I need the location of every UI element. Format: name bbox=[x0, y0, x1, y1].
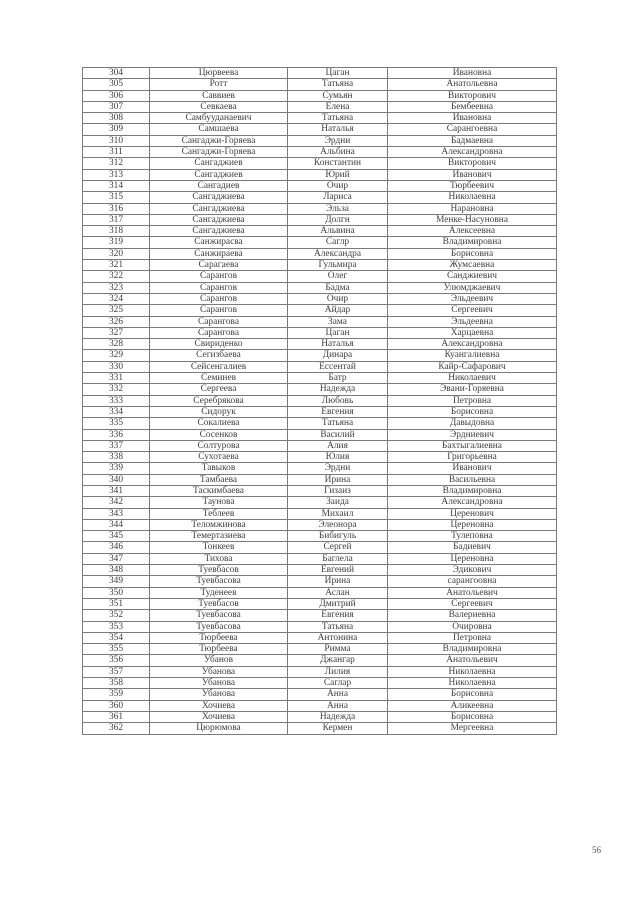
patronymic-cell: Санджиевич bbox=[388, 271, 557, 282]
first-name-cell: Наталья bbox=[288, 339, 388, 350]
row-number-cell: 326 bbox=[83, 316, 150, 327]
patronymic-cell: Борисовна bbox=[388, 248, 557, 259]
first-name-cell: Элеонора bbox=[288, 519, 388, 530]
table-row bbox=[83, 406, 557, 417]
row-number-cell: 305 bbox=[83, 79, 150, 90]
row-number-cell: 359 bbox=[83, 689, 150, 700]
first-name-cell: Алия bbox=[288, 440, 388, 451]
row-number-cell: 348 bbox=[83, 565, 150, 576]
row-number-cell: 346 bbox=[83, 542, 150, 553]
row-number-cell: 349 bbox=[83, 576, 150, 587]
row-number-cell: 327 bbox=[83, 327, 150, 338]
first-name-cell: Василий bbox=[288, 429, 388, 440]
patronymic-cell: сарангоовна bbox=[388, 576, 557, 587]
last-name-cell: Сегизбаева bbox=[150, 350, 288, 361]
patronymic-cell: Николаевич bbox=[388, 373, 557, 384]
table-row bbox=[83, 678, 557, 689]
patronymic-cell: Сергеевич bbox=[388, 598, 557, 609]
table-row bbox=[83, 384, 557, 395]
table-row bbox=[83, 463, 557, 474]
first-name-cell: Татьяна bbox=[288, 79, 388, 90]
row-number-cell: 318 bbox=[83, 226, 150, 237]
row-number-cell: 358 bbox=[83, 678, 150, 689]
patronymic-cell: Григорьевна bbox=[388, 452, 557, 463]
row-number-cell: 335 bbox=[83, 418, 150, 429]
last-name-cell: Ротт bbox=[150, 79, 288, 90]
table-row bbox=[83, 508, 557, 519]
row-number-cell: 316 bbox=[83, 203, 150, 214]
table-row bbox=[83, 350, 557, 361]
last-name-cell: Сангадиев bbox=[150, 180, 288, 191]
last-name-cell: Теломжинова bbox=[150, 519, 288, 530]
last-name-cell: Сарангов bbox=[150, 293, 288, 304]
last-name-cell: Тамбаева bbox=[150, 474, 288, 485]
last-name-cell: Цюрюмова bbox=[150, 723, 288, 734]
last-name-cell: Теблеев bbox=[150, 508, 288, 519]
row-number-cell: 352 bbox=[83, 610, 150, 621]
row-number-cell: 308 bbox=[83, 113, 150, 124]
last-name-cell: Самшаева bbox=[150, 124, 288, 135]
row-number-cell: 345 bbox=[83, 531, 150, 542]
first-name-cell: Сумьян bbox=[288, 90, 388, 101]
patronymic-cell: Валериевна bbox=[388, 610, 557, 621]
last-name-cell: Самбууданаевич bbox=[150, 113, 288, 124]
patronymic-cell: Тюрбеевич bbox=[388, 180, 557, 191]
table-row bbox=[83, 203, 557, 214]
table-row bbox=[83, 361, 557, 372]
first-name-cell: Юрий bbox=[288, 169, 388, 180]
last-name-cell: Таскимбаева bbox=[150, 485, 288, 496]
table-row bbox=[83, 79, 557, 90]
row-number-cell: 362 bbox=[83, 723, 150, 734]
table-row bbox=[83, 666, 557, 677]
last-name-cell: Сарангов bbox=[150, 282, 288, 293]
last-name-cell: Санжирасва bbox=[150, 237, 288, 248]
last-name-cell: Саввиев bbox=[150, 90, 288, 101]
patronymic-cell: Борисовна bbox=[388, 711, 557, 722]
row-number-cell: 304 bbox=[83, 68, 150, 79]
row-number-cell: 330 bbox=[83, 361, 150, 372]
table-row bbox=[83, 429, 557, 440]
table-row bbox=[83, 519, 557, 530]
table-row bbox=[83, 723, 557, 734]
patronymic-cell: Жумсаевна bbox=[388, 260, 557, 271]
first-name-cell: Баглела bbox=[288, 553, 388, 564]
row-number-cell: 347 bbox=[83, 553, 150, 564]
last-name-cell: Сокалиева bbox=[150, 418, 288, 429]
patronymic-cell: Александровна bbox=[388, 147, 557, 158]
last-name-cell: Сангаджи-Горяева bbox=[150, 147, 288, 158]
first-name-cell: Альбина bbox=[288, 147, 388, 158]
table-row bbox=[83, 485, 557, 496]
row-number-cell: 338 bbox=[83, 452, 150, 463]
row-number-cell: 310 bbox=[83, 135, 150, 146]
row-number-cell: 351 bbox=[83, 598, 150, 609]
table-row bbox=[83, 632, 557, 643]
first-name-cell: Альвина bbox=[288, 226, 388, 237]
first-name-cell: Надежда bbox=[288, 711, 388, 722]
last-name-cell: Сарангова bbox=[150, 327, 288, 338]
row-number-cell: 355 bbox=[83, 644, 150, 655]
patronymic-cell: Тулеповна bbox=[388, 531, 557, 542]
patronymic-cell: Мергеевна bbox=[388, 723, 557, 734]
row-number-cell: 306 bbox=[83, 90, 150, 101]
row-number-cell: 317 bbox=[83, 214, 150, 225]
last-name-cell: Сидорук bbox=[150, 406, 288, 417]
patronymic-cell: Эвани-Горяевна bbox=[388, 384, 557, 395]
patronymic-cell: Николаевна bbox=[388, 666, 557, 677]
first-name-cell: Цаган bbox=[288, 68, 388, 79]
patronymic-cell: Александровна bbox=[388, 497, 557, 508]
row-number-cell: 311 bbox=[83, 147, 150, 158]
last-name-cell: Туевбасова bbox=[150, 576, 288, 587]
last-name-cell: Севкаева bbox=[150, 101, 288, 112]
table-row bbox=[83, 135, 557, 146]
patronymic-cell: Иванович bbox=[388, 463, 557, 474]
patronymic-cell: Давыдовна bbox=[388, 418, 557, 429]
last-name-cell: Сангаджи-Горяева bbox=[150, 135, 288, 146]
first-name-cell: Кермен bbox=[288, 723, 388, 734]
first-name-cell: Константин bbox=[288, 158, 388, 169]
patronymic-cell: Ивановна bbox=[388, 113, 557, 124]
table-row bbox=[83, 192, 557, 203]
patronymic-cell: Харцаевна bbox=[388, 327, 557, 338]
table-row bbox=[83, 237, 557, 248]
patronymic-cell: Эльдеевна bbox=[388, 316, 557, 327]
last-name-cell: Сосенков bbox=[150, 429, 288, 440]
patronymic-cell: Владимировна bbox=[388, 644, 557, 655]
table-row bbox=[83, 395, 557, 406]
patronymic-cell: Сарангоевна bbox=[388, 124, 557, 135]
row-number-cell: 332 bbox=[83, 384, 150, 395]
patronymic-cell: Бадиевич bbox=[388, 542, 557, 553]
roster-table-container bbox=[82, 67, 556, 735]
last-name-cell: Сангаджиев bbox=[150, 169, 288, 180]
first-name-cell: Бадма bbox=[288, 282, 388, 293]
row-number-cell: 360 bbox=[83, 700, 150, 711]
table-row bbox=[83, 68, 557, 79]
first-name-cell: Любовь bbox=[288, 395, 388, 406]
patronymic-cell: Бадмаевна bbox=[388, 135, 557, 146]
patronymic-cell: Николаевна bbox=[388, 192, 557, 203]
row-number-cell: 329 bbox=[83, 350, 150, 361]
patronymic-cell: Улюмджаевич bbox=[388, 282, 557, 293]
first-name-cell: Аслан bbox=[288, 587, 388, 598]
row-number-cell: 341 bbox=[83, 485, 150, 496]
row-number-cell: 324 bbox=[83, 293, 150, 304]
table-row bbox=[83, 689, 557, 700]
last-name-cell: Сарангова bbox=[150, 316, 288, 327]
table-row bbox=[83, 180, 557, 191]
patronymic-cell: Владимировна bbox=[388, 237, 557, 248]
patronymic-cell: Кайр-Сафарович bbox=[388, 361, 557, 372]
last-name-cell: Туденеев bbox=[150, 587, 288, 598]
row-number-cell: 320 bbox=[83, 248, 150, 259]
last-name-cell: Сухотаева bbox=[150, 452, 288, 463]
patronymic-cell: Эльдеевич bbox=[388, 293, 557, 304]
table-row bbox=[83, 452, 557, 463]
patronymic-cell: Борисовна bbox=[388, 406, 557, 417]
patronymic-cell: Александровна bbox=[388, 339, 557, 350]
first-name-cell: Батр bbox=[288, 373, 388, 384]
patronymic-cell: Бахтыгалиевна bbox=[388, 440, 557, 451]
row-number-cell: 344 bbox=[83, 519, 150, 530]
first-name-cell: Татьяна bbox=[288, 113, 388, 124]
row-number-cell: 337 bbox=[83, 440, 150, 451]
patronymic-cell: Викторович bbox=[388, 158, 557, 169]
first-name-cell: Анна bbox=[288, 689, 388, 700]
patronymic-cell: Анатольевич bbox=[388, 587, 557, 598]
table-row bbox=[83, 700, 557, 711]
row-number-cell: 328 bbox=[83, 339, 150, 350]
roster-table-body bbox=[83, 68, 557, 735]
row-number-cell: 323 bbox=[83, 282, 150, 293]
row-number-cell: 325 bbox=[83, 305, 150, 316]
last-name-cell: Тавыков bbox=[150, 463, 288, 474]
first-name-cell: Долгн bbox=[288, 214, 388, 225]
table-row bbox=[83, 293, 557, 304]
patronymic-cell: Владимировна bbox=[388, 485, 557, 496]
last-name-cell: Сарагаева bbox=[150, 260, 288, 271]
table-row bbox=[83, 576, 557, 587]
row-number-cell: 319 bbox=[83, 237, 150, 248]
row-number-cell: 307 bbox=[83, 101, 150, 112]
table-row bbox=[83, 226, 557, 237]
last-name-cell: Солтурова bbox=[150, 440, 288, 451]
table-row bbox=[83, 113, 557, 124]
first-name-cell: Олег bbox=[288, 271, 388, 282]
table-row bbox=[83, 158, 557, 169]
patronymic-cell: Эрдниевич bbox=[388, 429, 557, 440]
row-number-cell: 322 bbox=[83, 271, 150, 282]
table-row bbox=[83, 316, 557, 327]
first-name-cell: Александра bbox=[288, 248, 388, 259]
last-name-cell: Семинев bbox=[150, 373, 288, 384]
first-name-cell: Айдар bbox=[288, 305, 388, 316]
first-name-cell: Ессентай bbox=[288, 361, 388, 372]
patronymic-cell: Менке-Насуновна bbox=[388, 214, 557, 225]
patronymic-cell: Анатольевич bbox=[388, 655, 557, 666]
first-name-cell: Евгения bbox=[288, 406, 388, 417]
first-name-cell: Джангар bbox=[288, 655, 388, 666]
last-name-cell: Тонкеев bbox=[150, 542, 288, 553]
first-name-cell: Эльза bbox=[288, 203, 388, 214]
table-row bbox=[83, 248, 557, 259]
table-row bbox=[83, 598, 557, 609]
patronymic-cell: Васильевна bbox=[388, 474, 557, 485]
last-name-cell: Серебрякова bbox=[150, 395, 288, 406]
row-number-cell: 331 bbox=[83, 373, 150, 384]
last-name-cell: Хочиева bbox=[150, 700, 288, 711]
first-name-cell: Ирина bbox=[288, 576, 388, 587]
table-row bbox=[83, 531, 557, 542]
roster-table bbox=[82, 67, 557, 735]
last-name-cell: Сангаджиева bbox=[150, 226, 288, 237]
last-name-cell: Тюрбеева bbox=[150, 632, 288, 643]
row-number-cell: 314 bbox=[83, 180, 150, 191]
table-row bbox=[83, 418, 557, 429]
first-name-cell: Динара bbox=[288, 350, 388, 361]
patronymic-cell: Цереновна bbox=[388, 519, 557, 530]
last-name-cell: Сергеева bbox=[150, 384, 288, 395]
table-row bbox=[83, 339, 557, 350]
table-row bbox=[83, 474, 557, 485]
table-row bbox=[83, 327, 557, 338]
patronymic-cell: Бембеевна bbox=[388, 101, 557, 112]
patronymic-cell: Николаевна bbox=[388, 678, 557, 689]
first-name-cell: Зама bbox=[288, 316, 388, 327]
last-name-cell: Сарангов bbox=[150, 305, 288, 316]
table-row bbox=[83, 711, 557, 722]
row-number-cell: 339 bbox=[83, 463, 150, 474]
first-name-cell: Цаган bbox=[288, 327, 388, 338]
patronymic-cell: Цереновна bbox=[388, 553, 557, 564]
table-row bbox=[83, 610, 557, 621]
row-number-cell: 343 bbox=[83, 508, 150, 519]
row-number-cell: 357 bbox=[83, 666, 150, 677]
first-name-cell: Евгений bbox=[288, 565, 388, 576]
patronymic-cell: Нарановна bbox=[388, 203, 557, 214]
first-name-cell: Евгения bbox=[288, 610, 388, 621]
table-row bbox=[83, 271, 557, 282]
first-name-cell: Саглр bbox=[288, 237, 388, 248]
first-name-cell: Лариса bbox=[288, 192, 388, 203]
first-name-cell: Юлия bbox=[288, 452, 388, 463]
row-number-cell: 342 bbox=[83, 497, 150, 508]
table-row bbox=[83, 305, 557, 316]
table-row bbox=[83, 542, 557, 553]
first-name-cell: Михаил bbox=[288, 508, 388, 519]
table-row bbox=[83, 214, 557, 225]
row-number-cell: 333 bbox=[83, 395, 150, 406]
last-name-cell: Туевбасова bbox=[150, 621, 288, 632]
first-name-cell: Саглар bbox=[288, 678, 388, 689]
table-row bbox=[83, 147, 557, 158]
table-row bbox=[83, 90, 557, 101]
last-name-cell: Сейсенгалиев bbox=[150, 361, 288, 372]
table-row bbox=[83, 373, 557, 384]
row-number-cell: 356 bbox=[83, 655, 150, 666]
first-name-cell: Дмитрий bbox=[288, 598, 388, 609]
last-name-cell: Сарангов bbox=[150, 271, 288, 282]
last-name-cell: Сангаджиева bbox=[150, 214, 288, 225]
last-name-cell: Туевбасова bbox=[150, 610, 288, 621]
last-name-cell: Цюрвеева bbox=[150, 68, 288, 79]
row-number-cell: 312 bbox=[83, 158, 150, 169]
patronymic-cell: Церенович bbox=[388, 508, 557, 519]
table-row bbox=[83, 553, 557, 564]
row-number-cell: 334 bbox=[83, 406, 150, 417]
table-row bbox=[83, 169, 557, 180]
row-number-cell: 315 bbox=[83, 192, 150, 203]
row-number-cell: 361 bbox=[83, 711, 150, 722]
table-row bbox=[83, 621, 557, 632]
patronymic-cell: Алексеевна bbox=[388, 226, 557, 237]
last-name-cell: Убанова bbox=[150, 689, 288, 700]
row-number-cell: 336 bbox=[83, 429, 150, 440]
first-name-cell: Бибигуль bbox=[288, 531, 388, 542]
first-name-cell: Татьяна bbox=[288, 621, 388, 632]
table-row bbox=[83, 565, 557, 576]
table-row bbox=[83, 497, 557, 508]
table-row bbox=[83, 124, 557, 135]
first-name-cell: Эрдни bbox=[288, 135, 388, 146]
patronymic-cell: Куангалиевна bbox=[388, 350, 557, 361]
first-name-cell: Римма bbox=[288, 644, 388, 655]
row-number-cell: 350 bbox=[83, 587, 150, 598]
first-name-cell: Очир bbox=[288, 180, 388, 191]
first-name-cell: Очир bbox=[288, 293, 388, 304]
last-name-cell: Сангаджиева bbox=[150, 203, 288, 214]
patronymic-cell: Викторович bbox=[388, 90, 557, 101]
patronymic-cell: Борисовна bbox=[388, 689, 557, 700]
patronymic-cell: Иванович bbox=[388, 169, 557, 180]
table-row bbox=[83, 440, 557, 451]
last-name-cell: Тихова bbox=[150, 553, 288, 564]
patronymic-cell: Петровна bbox=[388, 632, 557, 643]
row-number-cell: 313 bbox=[83, 169, 150, 180]
table-row bbox=[83, 101, 557, 112]
patronymic-cell: Анатольевна bbox=[388, 79, 557, 90]
row-number-cell: 353 bbox=[83, 621, 150, 632]
page-number: 56 bbox=[592, 845, 601, 855]
table-row bbox=[83, 282, 557, 293]
first-name-cell: Гизаиз bbox=[288, 485, 388, 496]
last-name-cell: Темертазиева bbox=[150, 531, 288, 542]
patronymic-cell: Аликеевна bbox=[388, 700, 557, 711]
table-row bbox=[83, 644, 557, 655]
last-name-cell: Туевбасов bbox=[150, 598, 288, 609]
patronymic-cell: Ивановна bbox=[388, 68, 557, 79]
first-name-cell: Татьяна bbox=[288, 418, 388, 429]
first-name-cell: Наталья bbox=[288, 124, 388, 135]
first-name-cell: Гульмира bbox=[288, 260, 388, 271]
first-name-cell: Заида bbox=[288, 497, 388, 508]
last-name-cell: Сангаджиева bbox=[150, 192, 288, 203]
table-row bbox=[83, 587, 557, 598]
table-row bbox=[83, 260, 557, 271]
last-name-cell: Туевбасов bbox=[150, 565, 288, 576]
patronymic-cell: Сергеевич bbox=[388, 305, 557, 316]
last-name-cell: Убанов bbox=[150, 655, 288, 666]
last-name-cell: Хочиева bbox=[150, 711, 288, 722]
last-name-cell: Тюрбеева bbox=[150, 644, 288, 655]
first-name-cell: Елена bbox=[288, 101, 388, 112]
first-name-cell: Надежда bbox=[288, 384, 388, 395]
last-name-cell: Свириденко bbox=[150, 339, 288, 350]
first-name-cell: Эрдни bbox=[288, 463, 388, 474]
last-name-cell: Сангаджиев bbox=[150, 158, 288, 169]
last-name-cell: Убанова bbox=[150, 666, 288, 677]
first-name-cell: Лилия bbox=[288, 666, 388, 677]
first-name-cell: Сергей bbox=[288, 542, 388, 553]
last-name-cell: Санжираева bbox=[150, 248, 288, 259]
row-number-cell: 354 bbox=[83, 632, 150, 643]
patronymic-cell: Петровна bbox=[388, 395, 557, 406]
first-name-cell: Анна bbox=[288, 700, 388, 711]
row-number-cell: 321 bbox=[83, 260, 150, 271]
row-number-cell: 340 bbox=[83, 474, 150, 485]
last-name-cell: Таунова bbox=[150, 497, 288, 508]
patronymic-cell: Очировна bbox=[388, 621, 557, 632]
patronymic-cell: Эдикович bbox=[388, 565, 557, 576]
first-name-cell: Ирина bbox=[288, 474, 388, 485]
first-name-cell: Антонина bbox=[288, 632, 388, 643]
last-name-cell: Убанова bbox=[150, 678, 288, 689]
row-number-cell: 309 bbox=[83, 124, 150, 135]
table-row bbox=[83, 655, 557, 666]
